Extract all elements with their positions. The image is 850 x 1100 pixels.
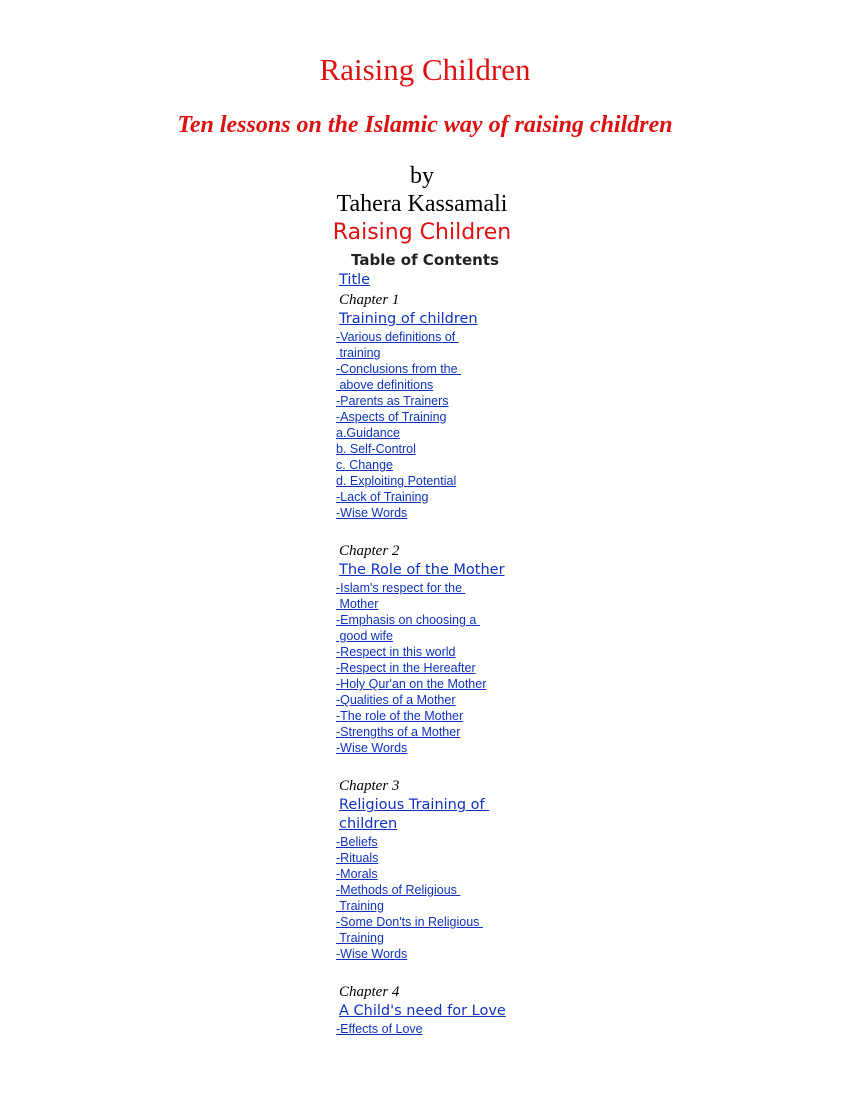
chapter-title-link[interactable]: A Child's need for Love bbox=[339, 1003, 506, 1019]
book-title: Raising Children bbox=[319, 52, 531, 87]
toc-heading: Table of Contents bbox=[351, 251, 499, 269]
chapter-title-link[interactable]: The Role of the Mother bbox=[339, 562, 505, 578]
section-link[interactable]: -Wise Words bbox=[336, 947, 408, 961]
byline-by: by bbox=[410, 163, 434, 189]
section-link[interactable]: -Various definitions of bbox=[336, 330, 459, 344]
section-link[interactable]: -Morals bbox=[336, 867, 378, 881]
chapter-spacer bbox=[336, 962, 596, 982]
section-link[interactable]: above definitions bbox=[336, 378, 434, 392]
section-link[interactable]: -Rituals bbox=[336, 851, 379, 865]
chapter-spacer bbox=[336, 521, 596, 541]
section-link[interactable]: -Emphasis on choosing a bbox=[336, 613, 480, 627]
author-name: Tahera Kassamali bbox=[336, 191, 508, 217]
chapter-title-link[interactable]: Religious Training of bbox=[339, 797, 490, 813]
toc-title-link[interactable]: Title bbox=[339, 272, 371, 288]
chapter-label: Chapter 2 bbox=[339, 543, 400, 559]
chapter-label: Chapter 4 bbox=[339, 984, 400, 1000]
section-link[interactable]: -Respect in the Hereafter bbox=[336, 661, 476, 675]
section-link[interactable]: -Aspects of Training bbox=[336, 410, 447, 424]
chapter-list bbox=[336, 290, 596, 1037]
secondary-title: Raising Children bbox=[332, 220, 512, 245]
table-of-contents bbox=[336, 271, 596, 1037]
section-link[interactable]: -Parents as Trainers bbox=[336, 394, 449, 408]
section-link[interactable]: c. Change bbox=[336, 458, 393, 472]
section-link[interactable]: -Wise Words bbox=[336, 741, 408, 755]
section-link[interactable]: b. Self-Control bbox=[336, 442, 416, 456]
section-link[interactable]: -Strengths of a Mother bbox=[336, 725, 461, 739]
section-link[interactable]: -Holy Qur'an on the Mother bbox=[336, 677, 487, 691]
section-link[interactable]: -Some Don'ts in Religious bbox=[336, 915, 483, 929]
section-link[interactable]: good wife bbox=[336, 629, 393, 643]
chapter-label: Chapter 3 bbox=[339, 778, 400, 794]
section-link[interactable]: -Lack of Training bbox=[336, 490, 429, 504]
book-subtitle: Ten lessons on the Islamic way of raising children bbox=[177, 112, 673, 138]
section-link[interactable]: Training bbox=[336, 931, 384, 945]
section-link[interactable]: -Beliefs bbox=[336, 835, 378, 849]
section-link[interactable]: -Islam's respect for the bbox=[336, 581, 466, 595]
chapter-spacer bbox=[336, 756, 596, 776]
section-link[interactable]: -Respect in this world bbox=[336, 645, 456, 659]
chapter-label: Chapter 1 bbox=[339, 292, 400, 308]
section-link[interactable]: -Methods of Religious bbox=[336, 883, 461, 897]
section-link[interactable]: -Conclusions from the bbox=[336, 362, 462, 376]
section-link[interactable]: Mother bbox=[336, 597, 379, 611]
section-link[interactable]: a.Guidance bbox=[336, 426, 400, 440]
section-link[interactable]: d. Exploiting Potential bbox=[336, 474, 457, 488]
section-link[interactable]: -Qualities of a Mother bbox=[336, 693, 456, 707]
section-link[interactable]: training bbox=[336, 346, 381, 360]
section-link[interactable]: Training bbox=[336, 899, 384, 913]
chapter-title-link[interactable]: children bbox=[339, 816, 398, 832]
chapter-title-link[interactable]: Training of children bbox=[339, 311, 478, 327]
section-link[interactable]: -The role of the Mother bbox=[336, 709, 464, 723]
section-link[interactable]: -Effects of Love bbox=[336, 1022, 423, 1036]
section-link[interactable]: -Wise Words bbox=[336, 506, 408, 520]
